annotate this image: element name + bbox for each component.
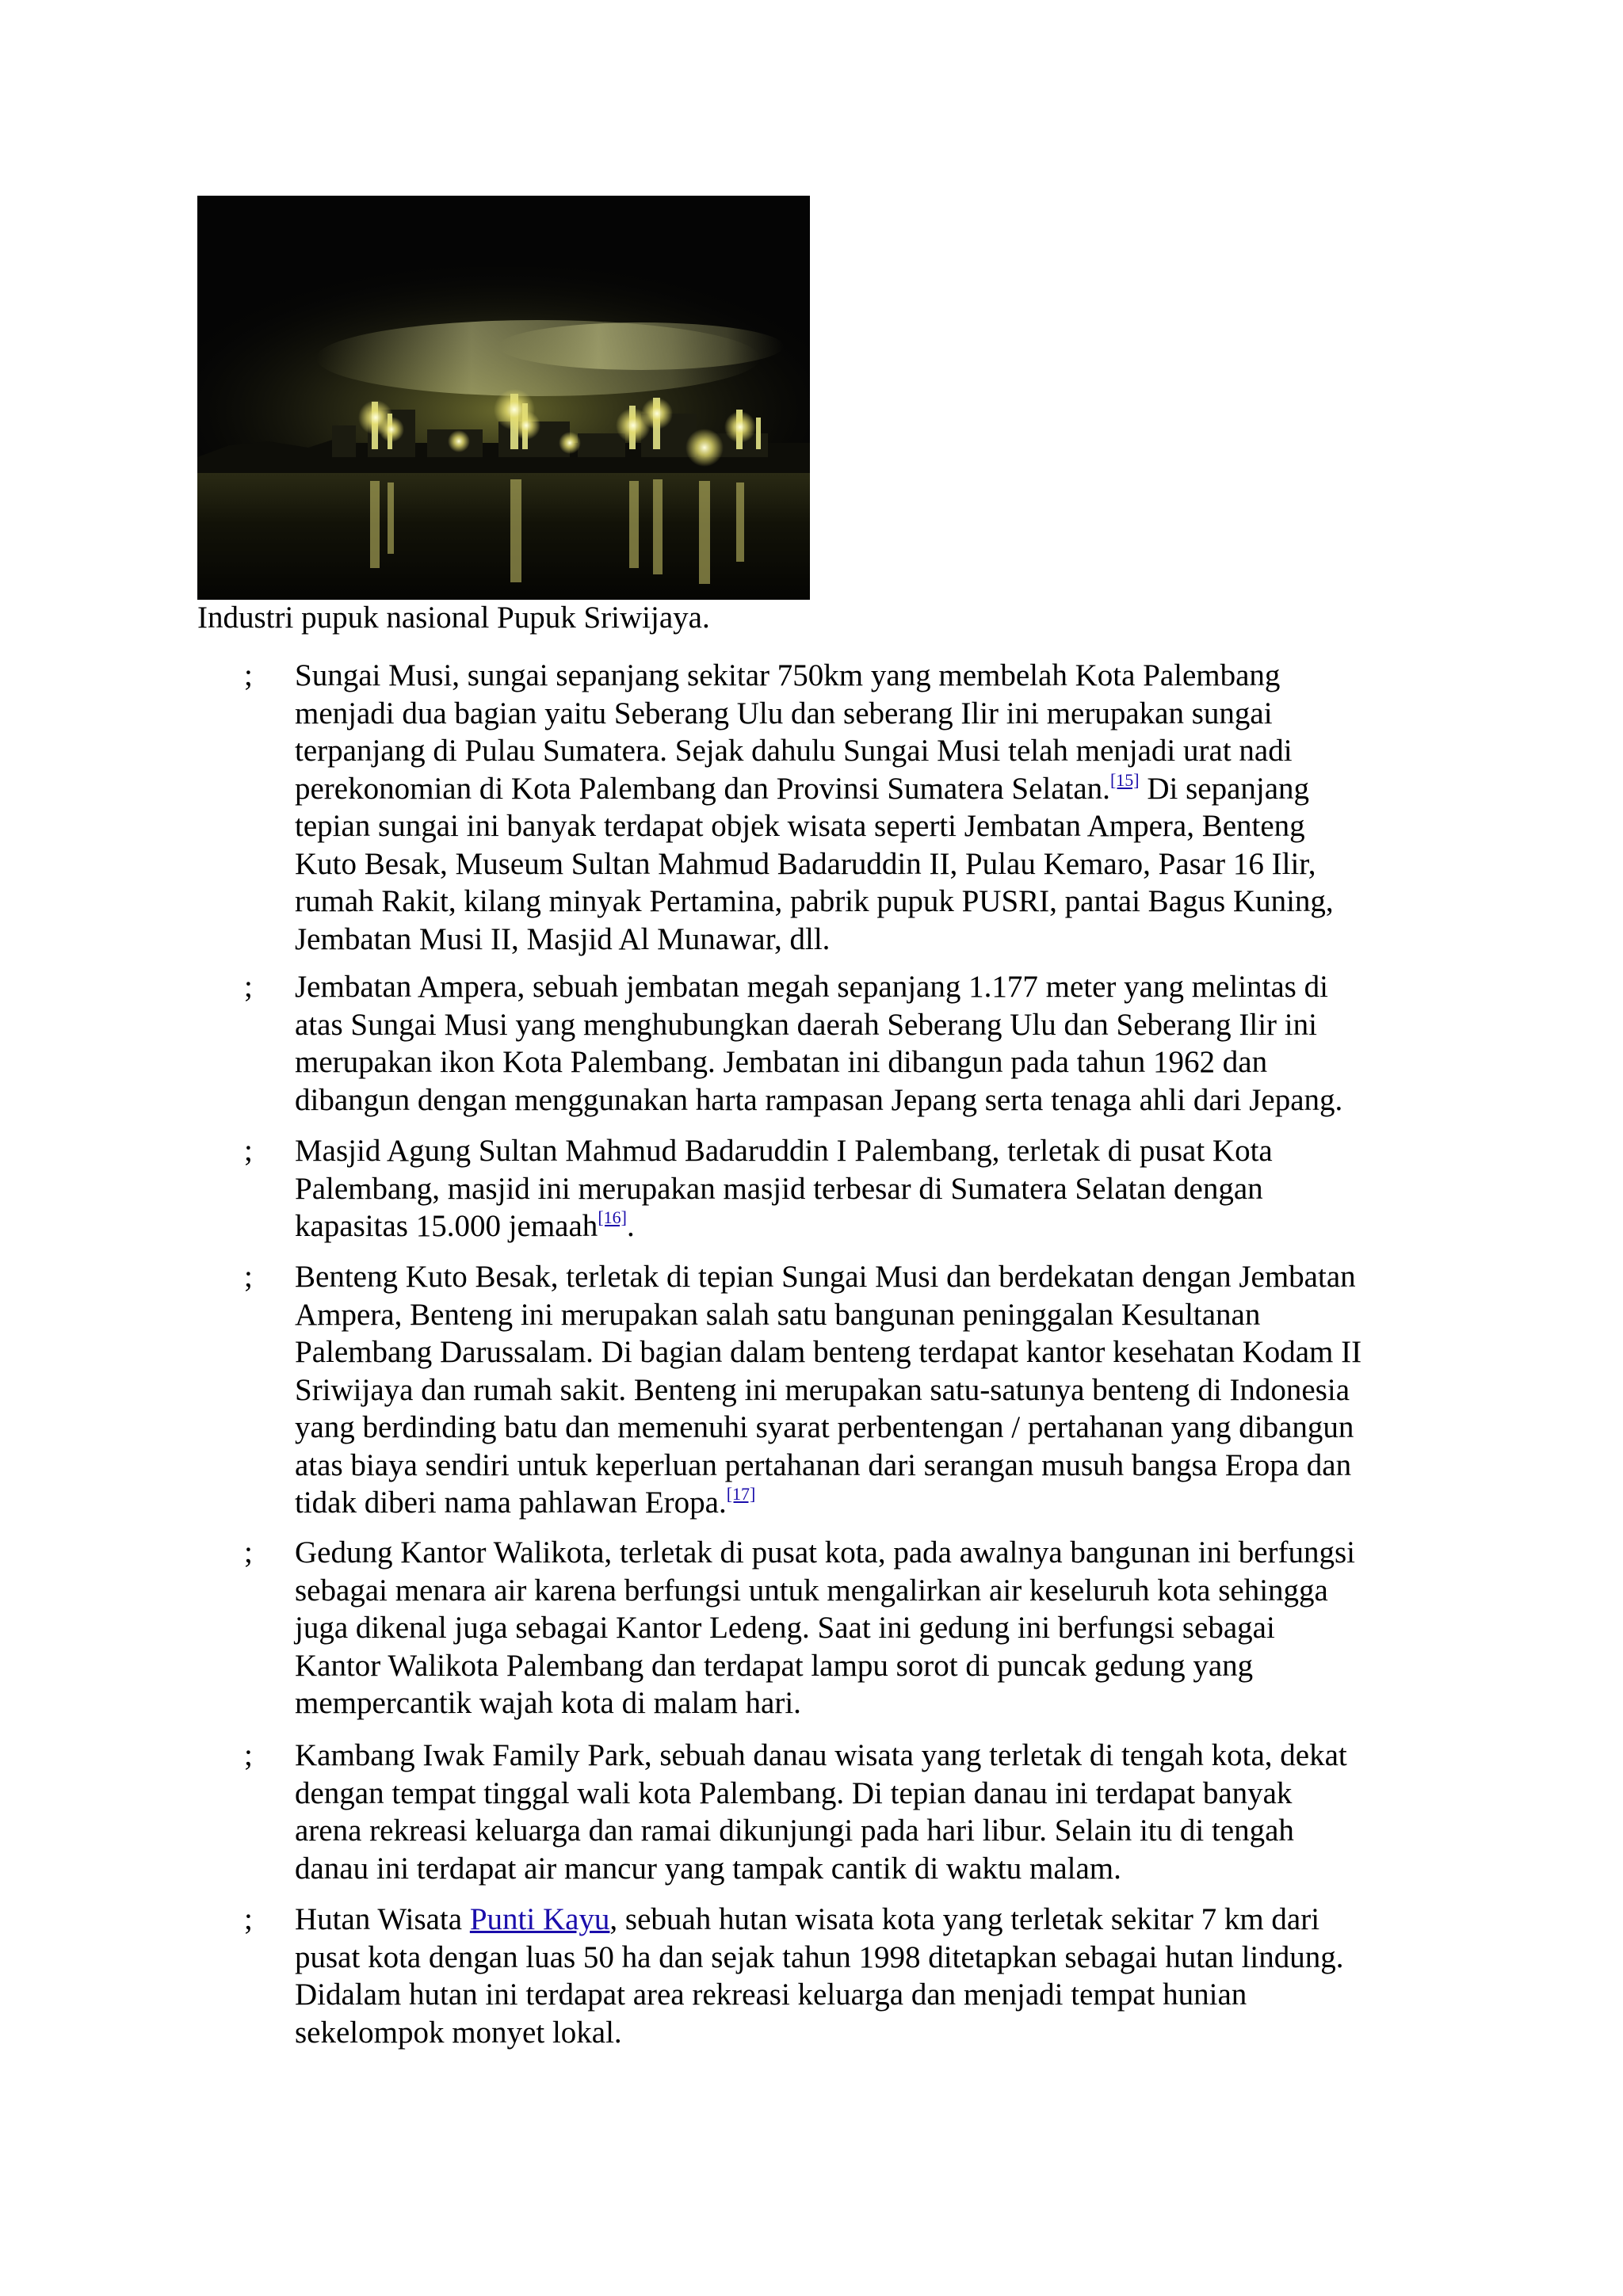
text-segment: Di sepanjang — [1139, 771, 1310, 806]
punti-kayu-link[interactable]: Punti Kayu — [469, 1902, 610, 1936]
list-bullet: ; — [244, 1902, 253, 1936]
figure-caption: Industri pupuk nasional Pupuk Sriwijaya. — [197, 601, 710, 635]
list-item-text — [295, 1901, 1436, 2051]
list-item-text — [295, 1258, 1436, 1522]
text-line: Sungai Musi, sungai sepanjang sekitar 750km yang membelah Kota Palembang — [295, 658, 1281, 692]
text-line: Benteng Kuto Besak, terletak di tepian Sungai Musi dan berdekatan dengan Jembatan — [295, 1260, 1356, 1294]
text-line: rumah Rakit, kilang minyak Pertamina, pabrik pupuk PUSRI, pantai Bagus Kuning, — [295, 884, 1334, 918]
text-line: danau ini terdapat air mancur yang tampak cantik di waktu malam. — [295, 1851, 1121, 1886]
citation-link-17[interactable]: [17] — [726, 1484, 756, 1504]
list-item-text — [295, 1737, 1436, 1887]
text-line: terpanjang di Pulau Sumatera. Sejak dahulu Sungai Musi telah menjadi urat nadi — [295, 734, 1293, 768]
industrial-plant-photo — [197, 196, 810, 600]
list-item-text — [295, 1534, 1436, 1722]
text-line: Didalam hutan ini terdapat area rekreasi keluarga dan menjadi tempat hunian — [295, 1978, 1247, 2012]
list-bullet: ; — [244, 1134, 253, 1168]
citation-link-16[interactable]: [16] — [598, 1207, 627, 1227]
text-line: atas biaya sendiri untuk keperluan pertahanan dari serangan musuh bangsa Eropa dan — [295, 1447, 1352, 1482]
list-bullet: ; — [244, 658, 253, 692]
text-segment: perekonomian di Kota Palembang dan Provinsi Sumatera Selatan. — [295, 771, 1110, 806]
text-line: mempercantik wajah kota di malam hari. — [295, 1686, 801, 1720]
text-segment: . — [626, 1209, 635, 1243]
list-item-text — [295, 968, 1436, 1119]
text-line: Jembatan Ampera, sebuah jembatan megah sepanjang 1.177 meter yang melintas di — [295, 970, 1328, 1004]
text-line: dengan tempat tinggal wali kota Palembang. Di tepian danau ini terdapat banyak — [295, 1775, 1293, 1810]
list-item-text — [295, 657, 1436, 958]
text-line: Sriwijaya dan rumah sakit. Benteng ini merupakan satu-satunya benteng di Indonesia — [295, 1372, 1350, 1407]
text-segment: Hutan Wisata — [295, 1902, 470, 1936]
text-line — [295, 1484, 1436, 1522]
text-line: Masjid Agung Sultan Mahmud Badaruddin I Palembang, terletak di pusat Kota — [295, 1134, 1273, 1168]
text-line: arena rekreasi keluarga dan ramai dikunjungi pada hari libur. Selain itu di tengah — [295, 1814, 1294, 1848]
text-line: atas Sungai Musi yang menghubungkan daerah Seberang Ulu dan Seberang Ilir ini — [295, 1007, 1317, 1042]
citation-link-15[interactable]: [15] — [1109, 769, 1140, 790]
text-line: sebagai menara air karena berfungsi untuk mengalirkan air keseluruh kota sehingga — [295, 1573, 1328, 1608]
text-line — [295, 1207, 1436, 1245]
text-line: tepian sungai ini banyak terdapat objek wisata seperti Jembatan Ampera, Benteng — [295, 809, 1305, 843]
text-segment: , sebuah hutan wisata kota yang terletak sekitar 7 km dari — [609, 1902, 1320, 1936]
text-line: juga dikenal juga sebagai Kantor Ledeng. Saat ini gedung ini berfungsi sebagai — [295, 1611, 1275, 1645]
text-line — [295, 770, 1436, 808]
text-line: Palembang, masjid ini merupakan masjid terbesar di Sumatera Selatan dengan — [295, 1171, 1263, 1206]
text-line: Kuto Besak, Museum Sultan Mahmud Badaruddin II, Pulau Kemaro, Pasar 16 Ilir, — [295, 846, 1316, 881]
text-line: sekelompok monyet lokal. — [295, 2015, 622, 2050]
text-segment: kapasitas 15.000 jemaah — [295, 1209, 598, 1243]
text-line: Gedung Kantor Walikota, terletak di pusat kota, pada awalnya bangunan ini berfungsi — [295, 1535, 1355, 1569]
list-bullet: ; — [244, 1535, 253, 1569]
text-line — [295, 1901, 1436, 1939]
text-line: Jembatan Musi II, Masjid Al Munawar, dll. — [295, 921, 831, 956]
text-line: menjadi dua bagian yaitu Seberang Ulu dan seberang Ilir ini merupakan sungai — [295, 696, 1273, 730]
text-line: merupakan ikon Kota Palembang. Jembatan ini dibangun pada tahun 1962 dan — [295, 1045, 1268, 1079]
text-line: Ampera, Benteng ini merupakan salah satu bangunan peninggalan Kesultanan — [295, 1297, 1261, 1332]
text-segment: tidak diberi nama pahlawan Eropa. — [295, 1486, 727, 1520]
text-line: pusat kota dengan luas 50 ha dan sejak tahun 1998 ditetapkan sebagai hutan lindung. — [295, 1939, 1344, 1974]
list-bullet: ; — [244, 970, 253, 1004]
text-line: yang berdinding batu dan memenuhi syarat perbentengan / pertahanan yang dibangun — [295, 1410, 1354, 1444]
list-bullet: ; — [244, 1738, 253, 1772]
list-bullet: ; — [244, 1260, 253, 1294]
text-line: Kantor Walikota Palembang dan terdapat lampu sorot di puncak gedung yang — [295, 1648, 1254, 1683]
text-line: Palembang Darussalam. Di bagian dalam benteng terdapat kantor kesehatan Kodam II — [295, 1335, 1362, 1369]
text-line: Kambang Iwak Family Park, sebuah danau wisata yang terletak di tengah kota, dekat — [295, 1738, 1347, 1772]
list-item-text — [295, 1132, 1436, 1245]
text-line: dibangun dengan menggunakan harta rampasan Jepang serta tenaga ahli dari Jepang. — [295, 1082, 1343, 1117]
